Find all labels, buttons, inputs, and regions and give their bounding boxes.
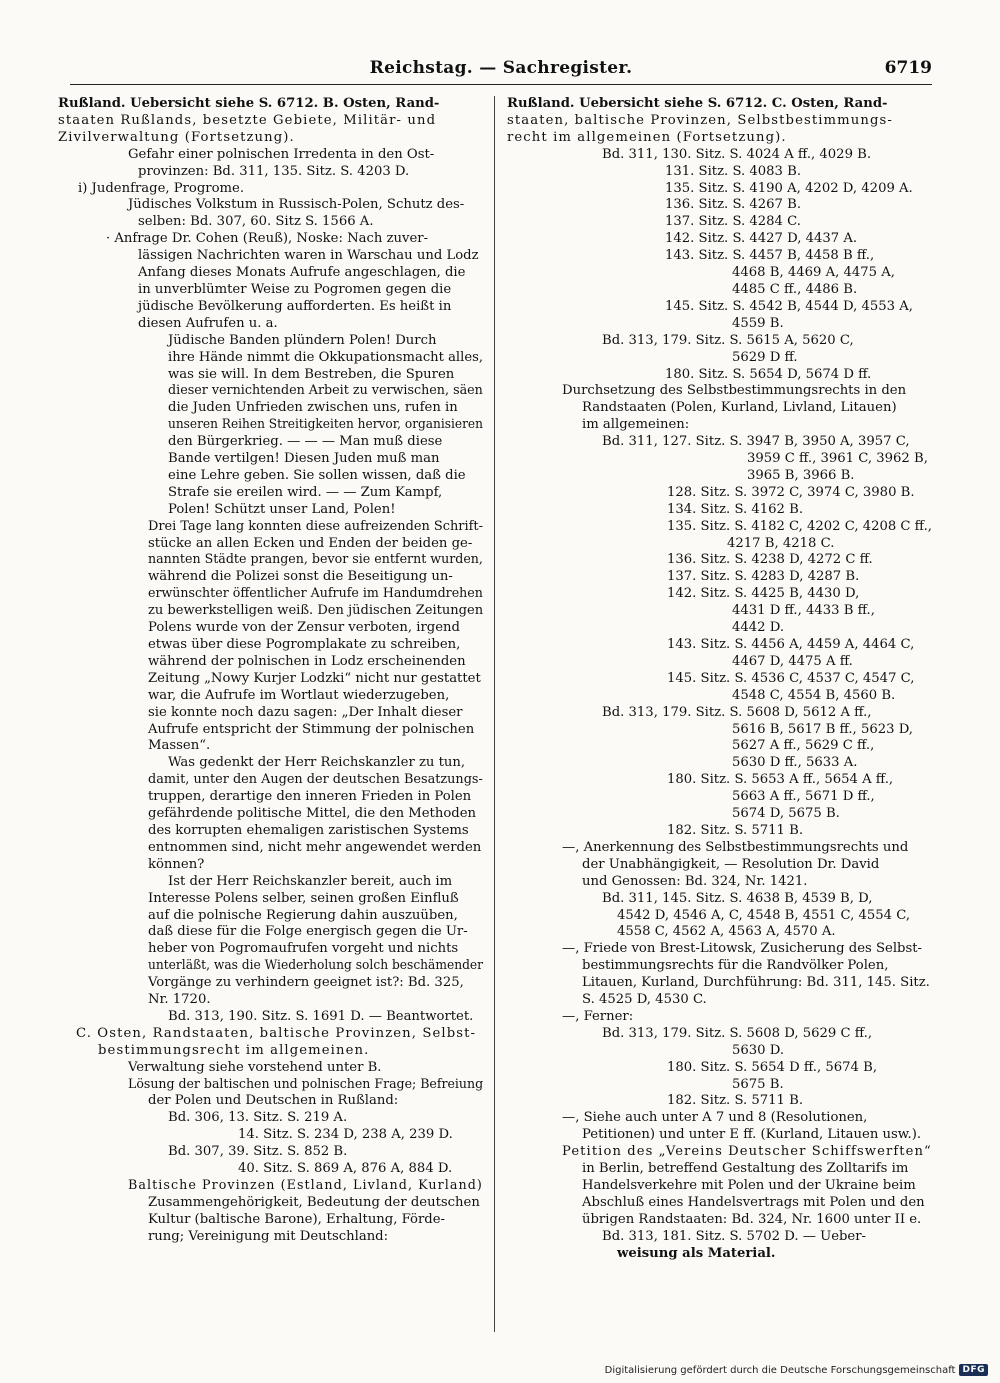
index-line: heber von Pogromaufrufen vorgeht und nichts bbox=[148, 941, 459, 957]
index-line: Bd. 307, 39. Sitz. S. 852 B. bbox=[168, 1144, 348, 1160]
index-line: Kultur (baltische Barone), Erhaltung, Förde- bbox=[148, 1211, 446, 1227]
index-line: 4558 C, 4562 A, 4563 A, 4570 A. bbox=[617, 924, 836, 940]
index-line: recht im allgemeinen (Fortsetzung). bbox=[507, 129, 787, 145]
index-line: Bande vertilgen! Diesen Juden muß man bbox=[168, 451, 440, 467]
index-line: Durchsetzung des Selbstbestimmungsrechts in den bbox=[562, 383, 907, 399]
index-line: Randstaaten (Polen, Kurland, Livland, Litauen) bbox=[582, 400, 897, 416]
index-line: i) Judenfrage, Progrome. bbox=[78, 180, 245, 196]
index-line: 131. Sitz. S. 4083 B. bbox=[665, 163, 802, 179]
index-line: provinzen: Bd. 311, 135. Sitz. S. 4203 D. bbox=[138, 163, 410, 179]
index-line: Strafe sie ereilen wird. — — Zum Kampf, bbox=[168, 484, 443, 500]
index-line: Bd. 313, 179. Sitz. S. 5608 D, 5629 C ff., bbox=[602, 1025, 873, 1041]
index-line: staaten, baltische Provinzen, Selbstbestimmungs- bbox=[507, 112, 893, 128]
index-line: 136. Sitz. S. 4267 B. bbox=[665, 197, 802, 213]
column-divider bbox=[494, 96, 495, 1332]
index-line: während die Polizei sonst die Beseitigung un- bbox=[148, 569, 453, 585]
index-line: Nr. 1720. bbox=[148, 992, 211, 1008]
index-line: 136. Sitz. S. 4238 D, 4272 C ff. bbox=[667, 552, 873, 568]
index-line: damit, unter den Augen der deutschen Besatzungs- bbox=[148, 772, 483, 788]
index-line: 134. Sitz. S. 4162 B. bbox=[667, 501, 804, 517]
index-line: stücke an allen Ecken und Enden der beiden ge- bbox=[148, 535, 473, 551]
index-line: Petition des „Vereins Deutscher Schiffswerften“ bbox=[562, 1144, 932, 1160]
index-line: sie konnte noch dazu sagen: „Der Inhalt dieser bbox=[148, 704, 463, 720]
index-line: zu bewerkstelligen weiß. Den jüdischen Zeitungen bbox=[148, 603, 483, 619]
index-line: Vorgänge zu verhindern geeignet ist?: Bd. 325, bbox=[148, 975, 464, 991]
index-line: Massen“. bbox=[148, 738, 211, 754]
index-line: Zivilverwaltung (Fortsetzung). bbox=[58, 129, 295, 145]
index-line: Bd. 313, 179. Sitz. S. 5615 A, 5620 C, bbox=[602, 332, 854, 348]
index-line: rung; Vereinigung mit Deutschland: bbox=[148, 1228, 389, 1244]
index-line: 4559 B. bbox=[732, 315, 784, 331]
index-line: 5630 D ff., 5633 A. bbox=[732, 755, 858, 771]
index-line: Polen! Schützt unser Land, Polen! bbox=[168, 501, 396, 517]
index-line: —, Ferner: bbox=[562, 1008, 634, 1024]
index-line: 180. Sitz. S. 5653 A ff., 5654 A ff., bbox=[667, 772, 894, 788]
right-column bbox=[507, 96, 932, 1341]
index-line: staaten Rußlands, besetzte Gebiete, Militär- und bbox=[58, 112, 437, 128]
page-number: 6719 bbox=[884, 58, 932, 78]
index-line: des korrupten ehemaligen zaristischen Systems bbox=[148, 822, 469, 838]
page-footer bbox=[605, 1364, 988, 1376]
index-line: 4442 D. bbox=[732, 620, 785, 636]
index-line: auf die polnische Regierung dahin auszuüben, bbox=[148, 907, 458, 923]
index-line: Lösung der baltischen und polnischen Frage; Befreiung bbox=[128, 1076, 483, 1092]
index-line: weisung als Material. bbox=[617, 1245, 776, 1261]
index-line: bestimmungsrecht im allgemeinen. bbox=[98, 1042, 370, 1058]
index-line: in Berlin, betreffend Gestaltung des Zolltarifs im bbox=[582, 1161, 909, 1177]
index-line: 3965 B, 3966 B. bbox=[747, 467, 855, 483]
index-line: 4548 C, 4554 B, 4560 B. bbox=[732, 687, 896, 703]
index-line: 145. Sitz. S. 4542 B, 4544 D, 4553 A, bbox=[665, 298, 913, 314]
index-line: die Juden Unfrieden zwischen uns, rufen in bbox=[168, 400, 458, 416]
index-line: 4217 B, 4218 C. bbox=[727, 535, 835, 551]
index-line: 135. Sitz. S. 4182 C, 4202 C, 4208 C ff., bbox=[667, 518, 932, 534]
index-line: ihre Hände nimmt die Okkupationsmacht alles, bbox=[168, 349, 483, 365]
index-line: 180. Sitz. S. 5654 D, 5674 D ff. bbox=[665, 366, 872, 382]
index-line: selben: Bd. 307, 60. Sitz S. 1566 A. bbox=[138, 214, 374, 230]
index-line: dieser vernichtenden Arbeit zu verwischen, säen bbox=[168, 383, 483, 399]
index-line: Jüdisches Volkstum in Russisch-Polen, Schutz des- bbox=[128, 197, 465, 213]
index-line: Bd. 311, 130. Sitz. S. 4024 A ff., 4029 B. bbox=[602, 146, 872, 162]
index-line: 182. Sitz. S. 5711 B. bbox=[667, 822, 804, 838]
index-line: bestimmungsrechts für die Randvölker Polen, bbox=[582, 958, 889, 974]
index-line: Bd. 313, 181. Sitz. S. 5702 D. — Ueber- bbox=[602, 1228, 867, 1244]
index-line: erwünschter öffentlicher Aufrufe im Handumdrehen bbox=[148, 586, 483, 602]
index-line: daß diese für die Folge energisch gegen die Ur- bbox=[148, 924, 468, 940]
index-line: nannten Städte prangen, bevor sie entfernt wurden, bbox=[148, 552, 483, 568]
index-line: Bd. 313, 179. Sitz. S. 5608 D, 5612 A ff., bbox=[602, 704, 872, 720]
page-header bbox=[70, 58, 932, 85]
index-line: diesen Aufrufen u. a. bbox=[138, 315, 278, 331]
index-line: 5616 B, 5617 B ff., 5623 D, bbox=[732, 721, 913, 737]
index-line: was sie will. In dem Bestreben, die Spuren bbox=[168, 366, 455, 382]
index-line: und Genossen: Bd. 324, Nr. 1421. bbox=[582, 873, 808, 889]
index-line: —, Friede von Brest-Litowsk, Zusicherung des Selbst- bbox=[562, 941, 923, 957]
index-line: 137. Sitz. S. 4284 C. bbox=[665, 214, 801, 230]
index-line: etwas über diese Pogromplakate zu schreiben, bbox=[148, 637, 461, 652]
index-line: 5663 A ff., 5671 D ff., bbox=[732, 789, 875, 805]
index-line: Aufrufe entspricht der Stimmung der polnischen bbox=[148, 721, 475, 737]
index-line: Was gedenkt der Herr Reichskanzler zu tun, bbox=[168, 755, 466, 771]
index-line: C. Osten, Randstaaten, baltische Provinzen, Selbst- bbox=[76, 1025, 477, 1041]
index-line: 4468 B, 4469 A, 4475 A, bbox=[732, 265, 895, 281]
index-line: Abschluß eines Handelsvertrags mit Polen und den bbox=[582, 1194, 925, 1210]
index-line: Bd. 311, 127. Sitz. S. 3947 B, 3950 A, 3957 C, bbox=[602, 434, 910, 450]
index-line: eine Lehre geben. Sie sollen wissen, daß die bbox=[168, 467, 466, 483]
index-line: Ist der Herr Reichskanzler bereit, auch im bbox=[168, 873, 453, 889]
index-line: —, Siehe auch unter A 7 und 8 (Resolutionen, bbox=[562, 1110, 868, 1126]
index-line: der Unabhängigkeit, — Resolution Dr. David bbox=[582, 856, 880, 872]
index-line: 5627 A ff., 5629 C ff., bbox=[732, 738, 875, 754]
index-line: Verwaltung siehe vorstehend unter B. bbox=[128, 1059, 382, 1075]
index-line: im allgemeinen: bbox=[582, 417, 690, 433]
index-line: Interesse Polens selber, seinen großen Einfluß bbox=[148, 890, 459, 906]
index-line: 4542 D, 4546 A, C, 4548 B, 4551 C, 4554 C, bbox=[617, 907, 911, 923]
index-line: war, die Aufrufe im Wortlaut wiederzugeben, bbox=[148, 687, 450, 703]
index-line: 40. Sitz. S. 869 A, 876 A, 884 D. bbox=[238, 1161, 453, 1177]
index-line: 5675 B. bbox=[732, 1076, 784, 1092]
index-line: 14. Sitz. S. 234 D, 238 A, 239 D. bbox=[238, 1127, 453, 1143]
index-line: 3959 C ff., 3961 C, 3962 B, bbox=[747, 451, 928, 467]
index-line: truppen, derartige den inneren Frieden in Polen bbox=[148, 789, 472, 805]
index-line: 143. Sitz. S. 4456 A, 4459 A, 4464 C, bbox=[667, 637, 915, 652]
index-line: Bd. 313, 190. Sitz. S. 1691 D. — Beantwortet. bbox=[168, 1008, 474, 1024]
index-line: jüdische Bevölkerung aufforderten. Es heißt in bbox=[138, 298, 452, 314]
index-line: 5629 D ff. bbox=[732, 349, 798, 365]
index-line: Bd. 311, 145. Sitz. S. 4638 B, 4539 B, D, bbox=[602, 890, 873, 906]
index-line: Jüdische Banden plündern Polen! Durch bbox=[168, 332, 437, 348]
index-line: in unverblümter Weise zu Pogromen gegen die bbox=[138, 281, 452, 297]
index-line: Zeitung „Nowy Kurjer Lodzki“ nicht nur gestattet bbox=[148, 670, 481, 686]
index-line: S. 4525 D, 4530 C. bbox=[582, 992, 707, 1008]
index-line: 182. Sitz. S. 5711 B. bbox=[667, 1093, 804, 1109]
index-line: 145. Sitz. S. 4536 C, 4537 C, 4547 C, bbox=[667, 670, 915, 686]
index-line: unterläßt, was die Wiederholung solch beschämender bbox=[148, 958, 483, 974]
index-line: Petitionen) und unter E ff. (Kurland, Litauen usw.). bbox=[582, 1127, 922, 1143]
dfg-logo: DFG bbox=[959, 1364, 988, 1376]
index-line: entnommen sind, nicht mehr angewendet werden bbox=[148, 839, 482, 855]
index-line: übrigen Randstaaten: Bd. 324, Nr. 1600 unter II e. bbox=[582, 1211, 922, 1227]
index-line: Baltische Provinzen (Estland, Livland, Kurland) bbox=[128, 1178, 483, 1193]
index-line: Litauen, Kurland, Durchführung: Bd. 311, 145. Sitz. bbox=[582, 975, 930, 991]
index-line: können? bbox=[148, 856, 205, 872]
index-line: unseren Reihen Streitigkeiten hervor, organisieren bbox=[168, 417, 483, 433]
index-line: Drei Tage lang konnten diese aufreizenden Schrift- bbox=[148, 518, 483, 534]
index-line: lässigen Nachrichten waren in Warschau und Lodz bbox=[138, 248, 479, 264]
index-line: der Polen und Deutschen in Rußland: bbox=[148, 1093, 399, 1109]
index-line: Rußland. Uebersicht siehe S. 6712. B. Osten, Rand- bbox=[58, 96, 440, 111]
index-line: Anfang dieses Monats Aufrufe angeschlagen, die bbox=[138, 265, 466, 281]
index-line: 143. Sitz. S. 4457 B, 4458 B ff., bbox=[665, 248, 875, 264]
index-line: Gefahr einer polnischen Irredenta in den Ost- bbox=[128, 146, 435, 162]
index-line: den Bürgerkrieg. — — — Man muß diese bbox=[168, 434, 443, 450]
index-line: 142. Sitz. S. 4425 B, 4430 D, bbox=[667, 586, 860, 602]
index-line: gefährdende politische Mittel, die den Methoden bbox=[148, 806, 477, 822]
index-line: 4431 D ff., 4433 B ff., bbox=[732, 603, 875, 619]
index-line: Handelsverkehre mit Polen und der Ukraine beim bbox=[582, 1178, 916, 1193]
index-line: 5630 D. bbox=[732, 1042, 785, 1058]
running-title: Reichstag. — Sachregister. bbox=[369, 58, 633, 78]
index-line: 180. Sitz. S. 5654 D ff., 5674 B, bbox=[667, 1059, 878, 1075]
index-line: 5674 D, 5675 B. bbox=[732, 806, 840, 822]
footer-credit: Digitalisierung gefördert durch die Deutsche Forschungsgemeinschaft bbox=[604, 1364, 956, 1376]
index-line: 135. Sitz. S. 4190 A, 4202 D, 4209 A. bbox=[665, 180, 913, 196]
index-line: Bd. 306, 13. Sitz. S. 219 A. bbox=[168, 1110, 348, 1126]
index-line: 4467 D, 4475 A ff. bbox=[732, 653, 853, 669]
index-line: Zusammengehörigkeit, Bedeutung der deutschen bbox=[148, 1194, 480, 1210]
index-line: Rußland. Uebersicht siehe S. 6712. C. Osten, Rand- bbox=[507, 96, 888, 111]
index-line: —, Anerkennung des Selbstbestimmungsrechts und bbox=[562, 839, 909, 855]
index-line: Polens wurde von der Zensur verboten, irgend bbox=[148, 620, 460, 636]
index-line: während der polnischen in Lodz erscheinenden bbox=[148, 653, 466, 669]
index-line: 142. Sitz. S. 4427 D, 4437 A. bbox=[665, 231, 858, 247]
index-line: 128. Sitz. S. 3972 C, 3974 C, 3980 B. bbox=[667, 484, 915, 500]
index-line: 137. Sitz. S. 4283 D, 4287 B. bbox=[667, 569, 860, 585]
index-line: · Anfrage Dr. Cohen (Reuß), Noske: Nach zuver- bbox=[106, 231, 429, 247]
left-column bbox=[58, 96, 483, 1341]
index-line: 4485 C ff., 4486 B. bbox=[732, 281, 858, 297]
